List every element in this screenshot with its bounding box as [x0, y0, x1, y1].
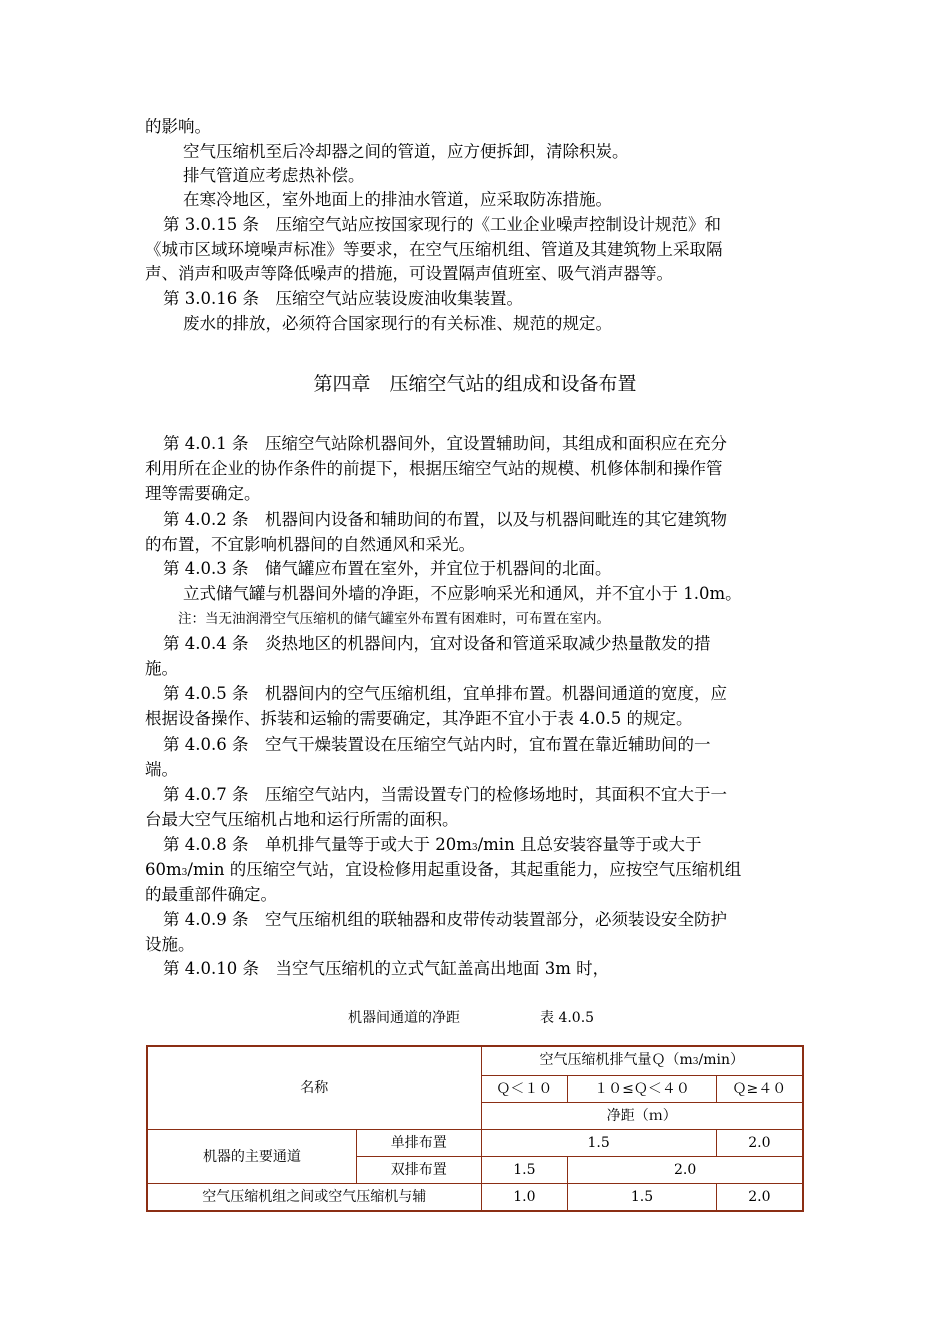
text-segment: 60m — [145, 860, 182, 879]
clause-4-0-10: 第 4.0.10 条 当空气压缩机的立式气缸盖高出地面 3m 时， — [163, 959, 610, 978]
row-subname: 双排布置 — [356, 1157, 481, 1184]
unit-header: 净距（ｍ） — [481, 1103, 803, 1130]
clause-4-0-9: 第 4.0.9 条 空气压缩机组的联轴器和皮带传动装置部分，必须装设安全防护 — [163, 910, 727, 929]
text-line: 空气压缩机至后冷却器之间的管道，应方便拆卸，清除积炭。 — [183, 142, 629, 161]
note: 注：当无油润滑空气压缩机的储气罐室外布置有困难时，可布置在室内。 — [178, 611, 610, 627]
table-cell: 2.0 — [568, 1157, 803, 1184]
clause-4-0-3: 第 4.0.3 条 储气罐应布置在室外，并宜位于机器间的北面。 — [163, 559, 612, 578]
table-row — [147, 1046, 803, 1076]
superscript: 3 — [471, 843, 478, 853]
text-line: 的布置，不宜影响机器间的自然通风和采光。 — [145, 535, 475, 554]
clause-4-0-1: 第 4.0.1 条 压缩空气站除机器间外，宜设置辅助间，其组成和面积应在充分 — [163, 434, 727, 453]
clearance-table — [146, 1045, 804, 1212]
text-line: 《城市区域环境噪声标准》等要求，在空气压缩机组、管道及其建筑物上采取隔 — [145, 240, 723, 259]
range-header: １０≤Ｑ＜４０ — [568, 1076, 717, 1103]
header-text: 空气压缩机排气量Ｑ（m — [539, 1052, 693, 1068]
text-line: 废水的排放，必须符合国家现行的有关标准、规范的规定。 — [183, 314, 612, 333]
clause-4-0-6: 第 4.0.6 条 空气干燥装置设在压缩空气站内时，宜布置在靠近辅助间的一 — [163, 735, 711, 754]
header-text: /min） — [698, 1052, 745, 1068]
text-segment: 第 4.0.8 条 单机排气量等于或大于 20m — [163, 835, 472, 854]
table-cell: 1.0 — [481, 1184, 568, 1212]
clause-3-0-15: 第 3.0.15 条 压缩空气站应按国家现行的《工业企业噪声控制设计规范》和 — [163, 215, 721, 234]
clause-4-0-4: 第 4.0.4 条 炎热地区的机器间内，宜对设备和管道采取减少热量散发的措 — [163, 634, 711, 653]
text-line: 根据设备操作、拆装和运输的需要确定，其净距不宜小于表 4.0.5 的规定。 — [145, 709, 693, 728]
text-line — [145, 858, 741, 885]
superscript: 3 — [692, 1057, 699, 1067]
superscript: 3 — [181, 868, 188, 878]
text-line: 设施。 — [145, 935, 195, 954]
header-group — [481, 1046, 803, 1076]
text-line: 在寒冷地区，室外地面上的排油水管道，应采取防冻措施。 — [183, 190, 612, 209]
row-subname: 单排布置 — [356, 1130, 481, 1157]
clause-4-0-5: 第 4.0.5 条 机器间内的空气压缩机组，宜单排布置。机器间通道的宽度，应 — [163, 684, 727, 703]
table-cell: 1.5 — [568, 1184, 717, 1212]
clause-4-0-7: 第 4.0.7 条 压缩空气站内，当需设置专门的检修场地时，其面积不宜大于一 — [163, 785, 727, 804]
text-segment: /min 的压缩空气站，宜设检修用起重设备，其起重能力，应按空气压缩机组 — [187, 860, 742, 879]
row-name: 空气压缩机组之间或空气压缩机与辅 — [147, 1184, 481, 1212]
table-cell: 2.0 — [716, 1130, 803, 1157]
text-line: 声、消声和吸声等降低噪声的措施，可设置隔声值班室、吸气消声器等。 — [145, 264, 673, 283]
text-line: 排气管道应考虑热补偿。 — [183, 166, 365, 185]
clause-4-0-8 — [163, 833, 701, 860]
range-header: Ｑ＜１０ — [481, 1076, 568, 1103]
range-header: Ｑ≥４０ — [716, 1076, 803, 1103]
table-cell: 1.5 — [481, 1130, 716, 1157]
text-line: 利用所在企业的协作条件的前提下，根据压缩空气站的规模、机修体制和操作管 — [145, 459, 723, 478]
text-line: 的影响。 — [145, 117, 211, 136]
clause-3-0-16: 第 3.0.16 条 压缩空气站应装设废油收集装置。 — [163, 289, 523, 308]
text-line: 台最大空气压缩机占地和运行所需的面积。 — [145, 810, 459, 829]
table-row — [147, 1184, 803, 1212]
header-name: 名称 — [147, 1046, 481, 1130]
table-caption: 机器间通道的净距 — [348, 1010, 460, 1026]
table-row — [147, 1130, 803, 1157]
table-cell: 1.5 — [481, 1157, 568, 1184]
text-line: 施。 — [145, 659, 178, 678]
text-segment: /min 且总安装容量等于或大于 — [477, 835, 702, 854]
text-line: 端。 — [145, 760, 178, 779]
text-line: 的最重部件确定。 — [145, 885, 277, 904]
table-cell: 2.0 — [716, 1184, 803, 1212]
chapter-title: 第四章 压缩空气站的组成和设备布置 — [313, 373, 637, 395]
table-number: 表 4.0.5 — [540, 1010, 595, 1026]
text-line: 理等需要确定。 — [145, 484, 261, 503]
text-line: 立式储气罐与机器间外墙的净距，不应影响采光和通风，并不宜小于 1.0m。 — [183, 584, 742, 603]
clause-4-0-2: 第 4.0.2 条 机器间内设备和辅助间的布置，以及与机器间毗连的其它建筑物 — [163, 510, 727, 529]
row-name: 机器的主要通道 — [147, 1130, 356, 1184]
